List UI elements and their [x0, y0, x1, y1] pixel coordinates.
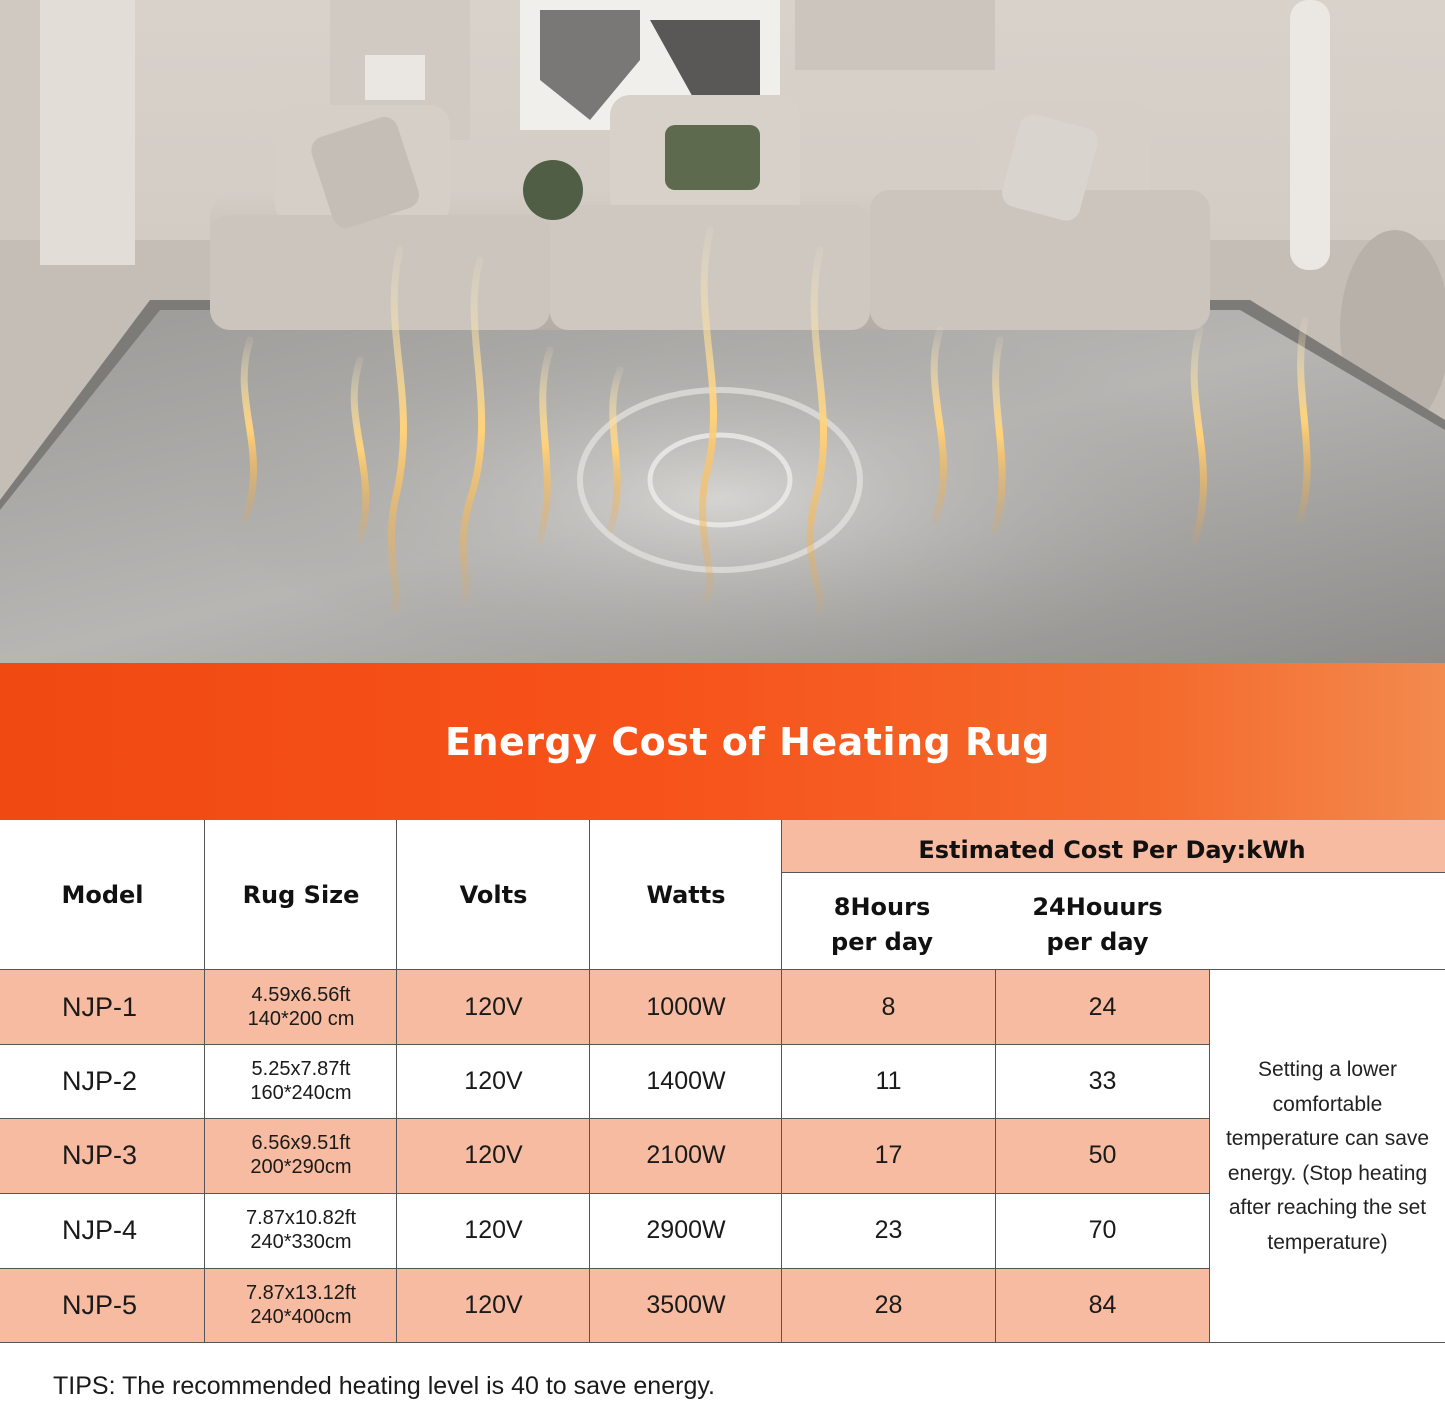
cost-8h-cell: 23: [874, 1215, 903, 1244]
grid-line: [204, 820, 205, 1343]
header-8hours: [782, 880, 982, 970]
rug-size-cell: [205, 1044, 397, 1118]
volts-cell: 120V: [464, 1215, 523, 1244]
volts-cell: 120V: [464, 1290, 523, 1319]
grid-line: [396, 820, 397, 1343]
banner-title: Energy Cost of Heating Rug: [444, 719, 1050, 764]
header-8hours-line2: per day: [831, 928, 933, 956]
header-watts: Watts: [646, 881, 726, 909]
watts-cell: 2100W: [646, 1140, 726, 1169]
grid-line: [0, 1342, 1445, 1343]
grid-line: [589, 820, 590, 1343]
rug-size-cm: 240*330cm: [250, 1231, 352, 1253]
header-24hours-line1: 24Houurs: [1032, 893, 1163, 921]
header-rug-size: Rug Size: [242, 881, 360, 909]
rug-size-cell: [205, 1268, 397, 1342]
tips-text: TIPS: The recommended heating level is 40 to save energy.: [53, 1372, 715, 1400]
rug-size-cm: 200*290cm: [250, 1156, 352, 1178]
model-cell: NJP-5: [62, 1289, 138, 1320]
rug-size-cm: 240*400cm: [250, 1306, 352, 1328]
cost-8h-cell: 17: [874, 1140, 903, 1169]
cost-24h-cell: 33: [1088, 1066, 1117, 1095]
rug-size-ft: 7.87x10.82ft: [245, 1207, 357, 1229]
watts-cell: 1400W: [646, 1066, 726, 1095]
cost-8h-cell: 11: [875, 1066, 902, 1095]
rug-size-ft: 7.87x13.12ft: [245, 1282, 357, 1304]
grid-line: [782, 872, 1445, 873]
grid-line: [0, 1193, 1210, 1194]
grid-line: [0, 1118, 1210, 1119]
watts-cell: 1000W: [646, 992, 726, 1021]
watts-cell: 3500W: [646, 1290, 726, 1319]
model-cell: NJP-4: [62, 1214, 138, 1245]
watts-cell: 2900W: [646, 1215, 726, 1244]
cost-24h-cell: 70: [1088, 1215, 1117, 1244]
header-8hours-line1: 8Hours: [833, 893, 931, 921]
grid-line: [995, 970, 996, 1343]
rug-size-cell: [205, 1118, 397, 1192]
grid-line: [0, 1268, 1210, 1269]
energy-saving-note: Setting a lower comfortable temperature can save energy. (Stop heating after reaching the set temperature): [1225, 1058, 1430, 1254]
volts-cell: 120V: [464, 992, 523, 1021]
rug-size-cm: 140*200 cm: [247, 1008, 355, 1030]
title-banner: [0, 663, 1445, 820]
energy-cost-table: [0, 820, 1445, 1343]
living-room-photo: [0, 0, 1445, 663]
grid-line: [0, 969, 1445, 970]
model-cell: NJP-1: [62, 991, 138, 1022]
rug-size-ft: 5.25x7.87ft: [251, 1058, 351, 1080]
header-model: Model: [61, 881, 144, 909]
grid-line: [1209, 970, 1210, 1343]
cost-8h-cell: 8: [881, 992, 896, 1021]
cost-24h-cell: 24: [1088, 992, 1117, 1021]
grid-line: [781, 820, 782, 1343]
model-cell: NJP-2: [62, 1065, 138, 1096]
rug-size-cell: [205, 970, 397, 1044]
rug-size-cm: 160*240cm: [250, 1082, 352, 1104]
cost-8h-cell: 28: [874, 1290, 903, 1319]
model-cell: NJP-3: [62, 1139, 138, 1170]
header-cost-group: Estimated Cost Per Day:kWh: [918, 836, 1306, 864]
rug-size-cell: [205, 1193, 397, 1267]
grid-line: [0, 1044, 1210, 1045]
header-volts: Volts: [459, 881, 528, 909]
header-24hours-line2: per day: [1046, 928, 1149, 956]
living-room-illustration: [0, 0, 1445, 663]
header-24hours: [995, 880, 1200, 970]
rug-size-ft: 4.59x6.56ft: [251, 984, 351, 1006]
cost-24h-cell: 50: [1088, 1140, 1117, 1169]
cost-24h-cell: 84: [1088, 1290, 1117, 1319]
volts-cell: 120V: [464, 1066, 523, 1095]
rug-size-ft: 6.56x9.51ft: [251, 1132, 351, 1154]
volts-cell: 120V: [464, 1140, 523, 1169]
